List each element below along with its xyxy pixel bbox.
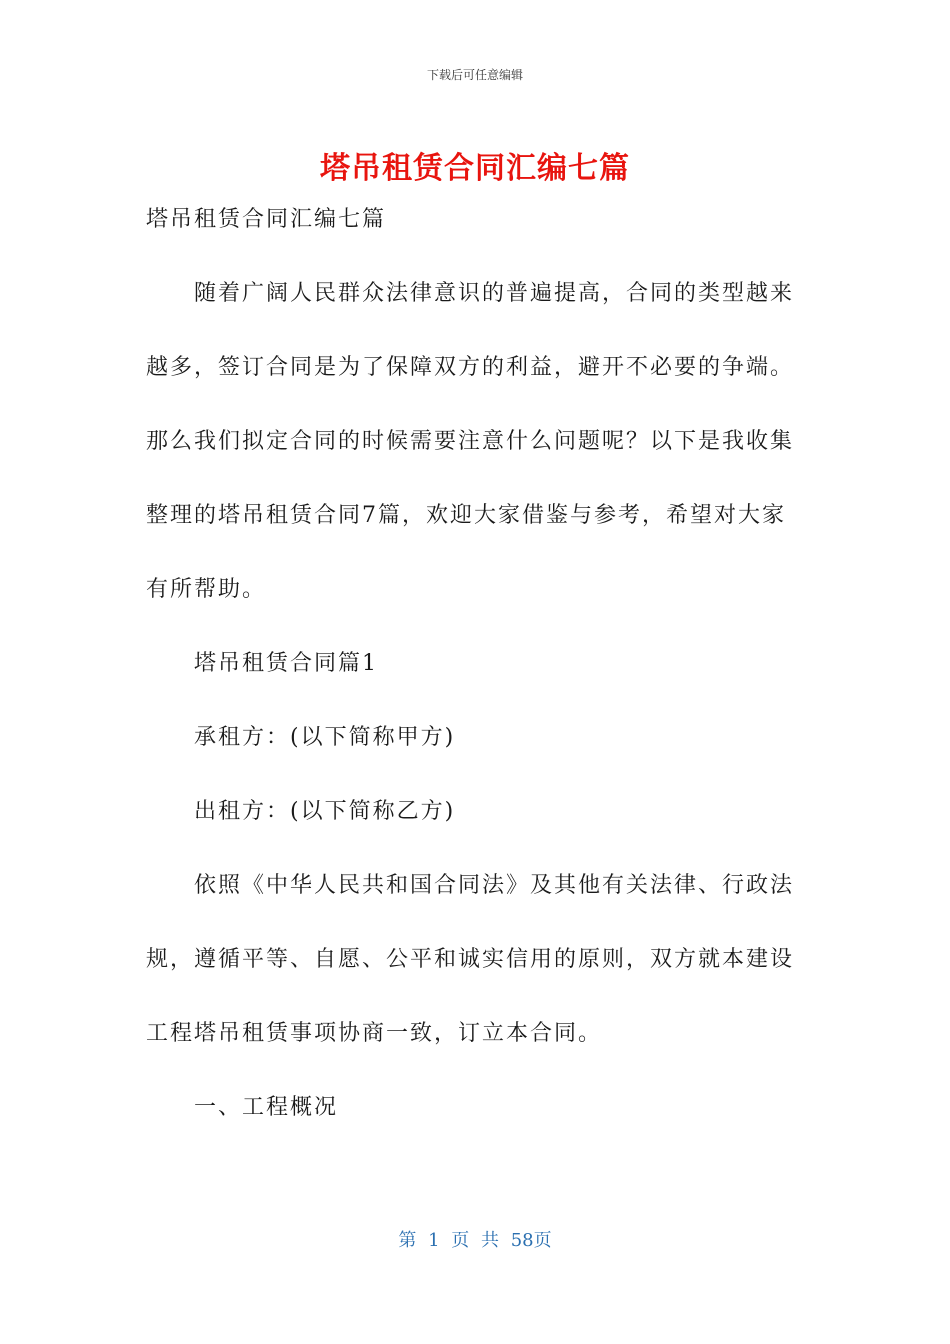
body-line: 规，遵循平等、自愿、公平和诚实信用的原则，双方就本建设 — [146, 947, 795, 972]
document-title: 塔吊租赁合同汇编七篇 — [320, 151, 630, 186]
body-line: 有所帮助。 — [146, 577, 267, 602]
body-line: 随着广阔人民群众法律意识的普遍提高，合同的类型越来 — [194, 281, 795, 306]
body-line: 整理的塔吊租赁合同7篇，欢迎大家借鉴与参考，希望对大家 — [146, 503, 786, 528]
body-line: 一、工程概况 — [194, 1095, 339, 1120]
body-line: 依照《中华人民共和国合同法》及其他有关法律、行政法 — [194, 873, 795, 898]
page-footer: 第 1 页 共 58页 — [398, 1230, 552, 1251]
body-line: 塔吊租赁合同篇1 — [194, 651, 378, 676]
body-line: 越多，签订合同是为了保障双方的利益，避开不必要的争端。 — [146, 355, 795, 380]
body-line: 出租方：(以下简称乙方) — [194, 799, 456, 824]
body-line: 承租方：(以下简称甲方) — [194, 725, 456, 750]
body-line: 塔吊租赁合同汇编七篇 — [146, 207, 387, 232]
document-body — [146, 183, 806, 1145]
body-line: 工程塔吊租赁事项协商一致，订立本合同。 — [146, 1021, 603, 1046]
body-line: 那么我们拟定合同的时候需要注意什么问题呢？以下是我收集 — [146, 429, 795, 454]
header-note: 下载后可任意编辑 — [426, 68, 523, 82]
